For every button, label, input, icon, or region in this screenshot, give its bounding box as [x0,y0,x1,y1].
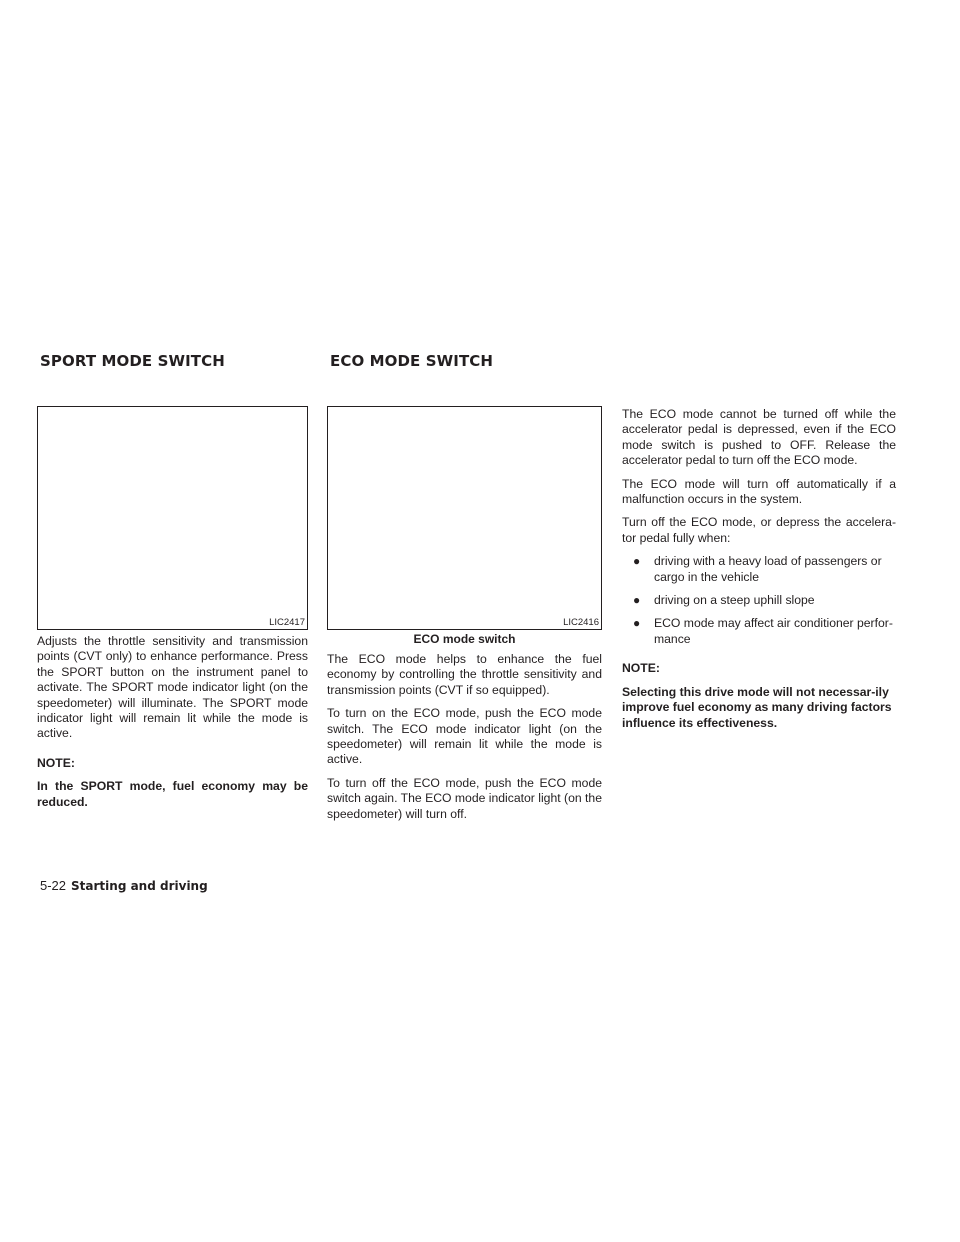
page-number: 5-22 [40,878,67,893]
figure-code: LIC2416 [563,617,599,628]
list-item: ● driving on a steep uphill slope [633,593,815,608]
sport-note-body: In the SPORT mode, fuel economy may be reduced. [37,779,308,809]
page-footer [40,878,208,893]
bullet-icon: ● [633,554,641,569]
eco-paragraph: The ECO mode will turn off automatically if a malfunction occurs in the system. [622,476,896,507]
eco-paragraph: To turn on the ECO mode, push the ECO mode switch. The ECO mode indicator light (on the speedometer) will remain lit while the mode is active. [327,706,602,767]
eco-figure-caption: ECO mode switch [413,632,516,646]
eco-paragraph: To turn off the ECO mode, push the ECO mode switch again. The ECO mode indicator light (on the speedometer) will turn off. [327,775,602,821]
sport-mode-figure [37,406,308,630]
eco-note-body: Selecting this drive mode will not necessar-ily improve fuel economy as many driving factors influence its effectiveness. [622,684,892,730]
bullet-icon: ● [633,616,641,631]
sport-note-heading: NOTE: [37,755,75,770]
eco-paragraph: The ECO mode cannot be turned off while the accelerator pedal is depressed, even if the ECO mode switch is pushed to OFF. Release the accelerator pedal to turn off the ECO mode. [622,407,896,468]
eco-paragraph: Turn off the ECO mode, or depress the accelera-tor pedal fully when: [622,515,896,545]
sport-paragraph: Adjusts the throttle sensitivity and transmission points (CVT only) to enhance performance. Press the SPORT button on the instrument panel to activate. The SPORT mode indicator light (on the speedometer) will illuminate. The SPORT mode indicator light will remain lit while the mode is active. [37,634,308,741]
list-item: ● ECO mode may affect air conditioner perfor-mance [633,616,893,646]
bullet-icon: ● [633,593,641,608]
sport-mode-heading: SPORT MODE SWITCH [40,352,225,370]
eco-mode-text-continued [622,407,896,739]
list-item: ● driving with a heavy load of passengers or cargo in the vehicle [633,554,882,584]
eco-note-heading: NOTE: [622,661,660,676]
sport-mode-text [37,634,308,818]
eco-mode-text [327,652,602,830]
eco-condition-list [622,554,896,647]
eco-mode-heading: ECO MODE SWITCH [330,352,494,370]
eco-mode-figure [327,406,602,630]
figure-code: LIC2417 [269,617,305,628]
eco-paragraph: The ECO mode helps to enhance the fuel economy by controlling the throttle sensitivity and transmission points (CVT if so equipped). [327,652,602,697]
section-title: Starting and driving [71,879,208,893]
